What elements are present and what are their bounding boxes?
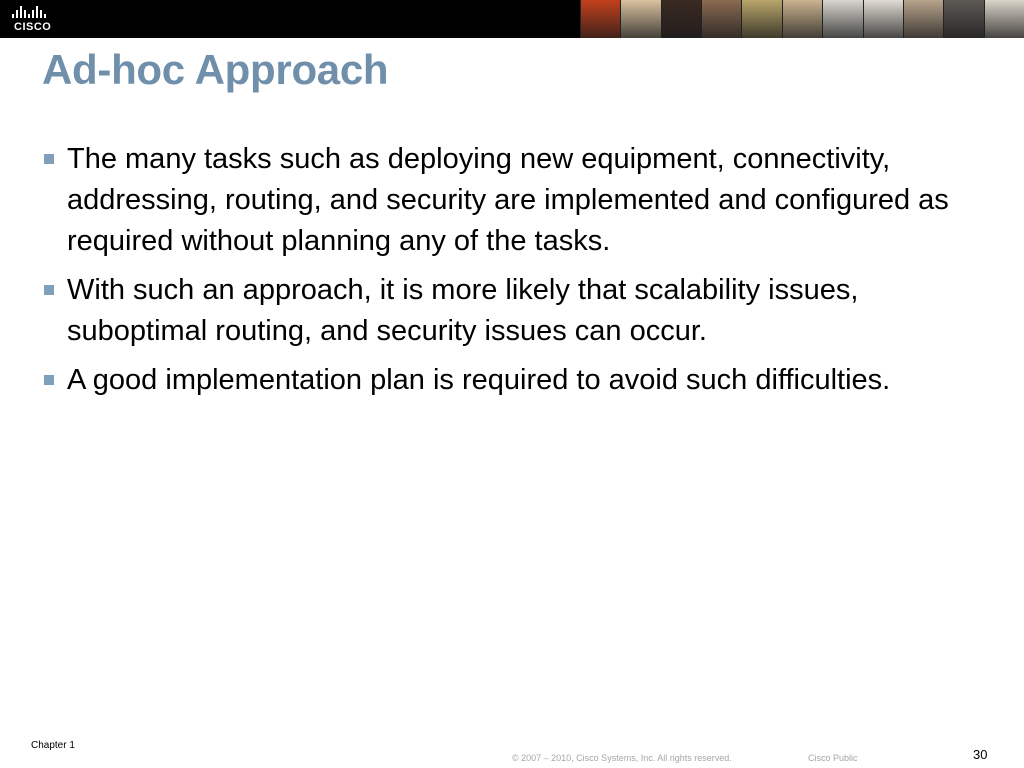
photo-tile: [661, 0, 701, 38]
footer-copyright: © 2007 – 2010, Cisco Systems, Inc. All rights reserved.: [512, 753, 732, 763]
photo-tile: [863, 0, 903, 38]
bullet-square-icon: [44, 154, 54, 164]
bullet-item: [42, 270, 982, 352]
photo-tile: [903, 0, 943, 38]
footer-classification: Cisco Public: [808, 753, 858, 763]
photo-banner: [580, 0, 1024, 38]
photo-tile: [701, 0, 741, 38]
bullet-square-icon: [44, 285, 54, 295]
bullet-item: [42, 139, 982, 262]
photo-tile: [741, 0, 781, 38]
bullet-item: [42, 360, 982, 401]
photo-tile: [620, 0, 660, 38]
footer-chapter: Chapter 1: [31, 740, 75, 751]
photo-tile: [943, 0, 983, 38]
slide-title: Ad-hoc Approach: [42, 46, 389, 93]
cisco-logo-icon: [10, 4, 60, 34]
photo-tile: [984, 0, 1024, 38]
logo-text: CISCO: [14, 21, 52, 33]
header-bar: [0, 0, 1024, 38]
photo-tile: [822, 0, 862, 38]
photo-tile: [580, 0, 620, 38]
bullet-text: The many tasks such as deploying new equipment, connectivity, addressing, routing, and security are implemented and configured as required without planning any of the tasks.: [67, 143, 949, 257]
bullet-list: [42, 139, 982, 409]
photo-tile: [782, 0, 822, 38]
page-number: 30: [973, 747, 988, 762]
bullet-text: A good implementation plan is required to avoid such difficulties.: [67, 364, 891, 396]
bullet-square-icon: [44, 375, 54, 385]
bullet-text: With such an approach, it is more likely that scalability issues, suboptimal routing, and security issues can occur.: [67, 274, 859, 347]
